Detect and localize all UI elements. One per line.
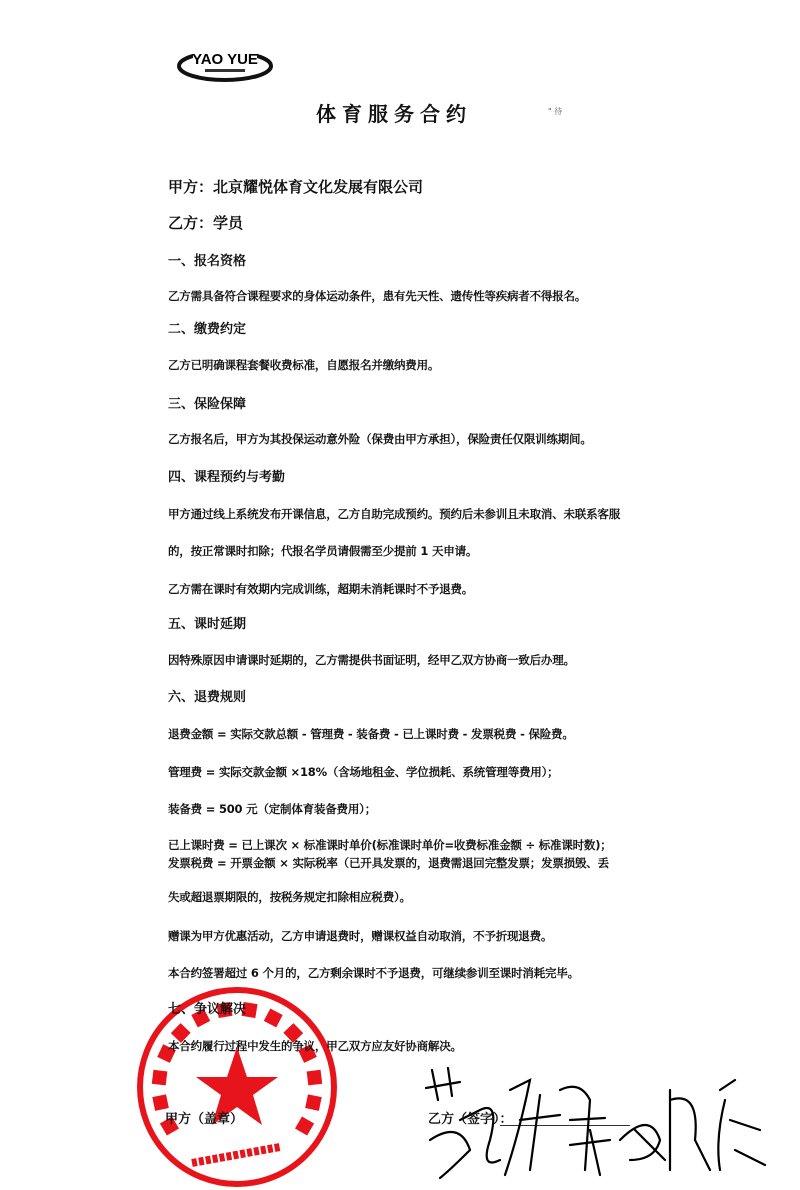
section-heading: 五、课时延期 [168,617,247,632]
party-b-sign-label: 乙方（签字）： [428,1112,513,1127]
seal-glyph-mark [295,1116,314,1135]
seal-glyph-mark [152,1070,168,1086]
corner-mark: " 待 [548,107,563,116]
section-text: 的，按正常课时扣除；代报名学员请假需至少提前 1 天申请。 [168,544,478,558]
section-text: 乙方需在课时有效期内完成训练，超期未消耗课时不予退费。 [168,582,474,596]
section-text: 乙方报名后，甲方为其投保运动意外险（保费由甲方承担），保险责任仅限训练期间。 [168,432,592,446]
svg-text:YAO YUE: YAO YUE [192,51,258,68]
section-heading: 四、课程预约与考勤 [168,470,286,485]
section-heading: 二、缴费约定 [168,322,247,337]
seal-number-mark [192,1147,280,1163]
section-text: 已上课时费 = 已上课次 × 标准课时单价(标准课时单价=收费标准金额 ÷ 标准课时数)； [168,838,612,852]
seal-glyph-mark [307,1070,323,1086]
document-title: 体育服务合约 [316,102,472,126]
seal-glyph-mark [305,1094,322,1111]
section-text: 本合约履行过程中发生的争议，甲乙双方应友好协商解决。 [168,1039,462,1053]
section-text: 乙方需具备符合课程要求的身体运动条件，患有先天性、遗传性等疾病者不得报名。 [168,289,587,303]
section-text: 因特殊原因申请课时延期的，乙方需提供书面证明，经甲乙双方协商一致后办理。 [168,653,575,667]
section-heading: 六、退费规则 [168,690,247,705]
section-text: 乙方已明确课程套餐收费标准，自愿报名并缴纳费用。 [168,358,440,372]
section-text: 管理费 = 实际交款金额 ×18%（含场地租金、学位损耗、系统管理等费用）； [168,765,559,779]
section-text: 发票税费 = 开票金额 × 实际税率（已开具发票的，退费需退回完整发票；发票损毁、丢 [168,856,609,870]
seal-glyph-mark [152,1094,169,1111]
section-heading: 三、保险保障 [168,397,247,412]
section-text: 赠课为甲方优惠活动，乙方申请退费时，赠课权益自动取消，不予折现退费。 [168,929,553,943]
section-text: 失或超退票期限的，按税务规定扣除相应税费）。 [168,890,411,904]
section-heading: 七、争议解决 [168,1002,247,1017]
section-text: 本合约签署超过 6 个月的，乙方剩余课时不予退费，可继续参训至课时消耗完毕。 [168,966,579,980]
section-text: 装备费 = 500 元（定制体育装备费用）； [168,802,377,816]
section-text: 退费金额 = 实际交款总额 - 管理费 - 装备费 - 已上课时费 - 发票税费 - 保险费。 [168,727,574,741]
section-heading: 一、报名资格 [168,254,247,269]
party-b: 乙方：学员 [168,214,244,232]
section-text: 甲方通过线上系统发布开课信息，乙方自助完成预约。预约后未参训且未取消、未联系客服 [168,507,620,521]
party-a: 甲方：北京耀悦体育文化发展有限公司 [168,178,424,196]
party-a-sign-label: 甲方（盖章） [165,1112,244,1127]
seal-glyph-mark [264,1008,283,1027]
company-logo [175,40,275,88]
